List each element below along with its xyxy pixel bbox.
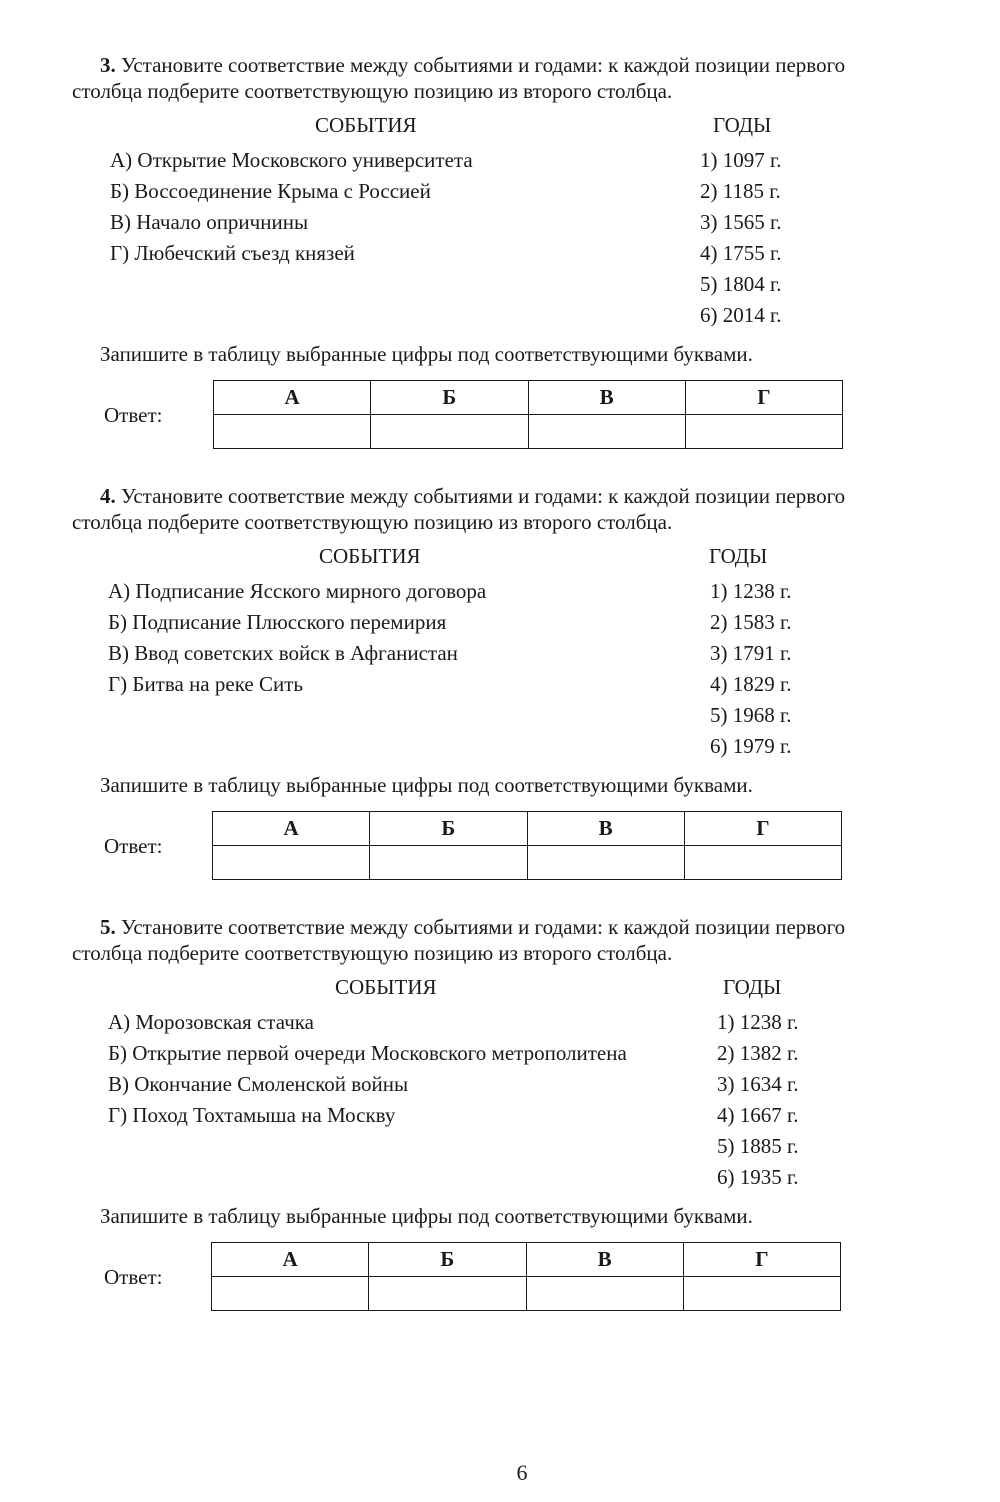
event-item: А) Подписание Ясского мирного договора xyxy=(108,579,487,603)
column-b-header: Б xyxy=(370,812,527,846)
column-v-header: В xyxy=(527,812,684,846)
task-number: 4. xyxy=(100,484,116,508)
event-item: В) Начало опричнины xyxy=(110,210,309,234)
column-a-header: А xyxy=(212,1243,369,1277)
event-item: А) Открытие Московского университета xyxy=(110,148,473,172)
event-item: Г) Битва на реке Сить xyxy=(108,672,303,696)
answer-cell-b[interactable] xyxy=(370,846,527,880)
column-g-header: Г xyxy=(685,381,842,415)
answer-header-row xyxy=(213,812,842,846)
year-item: 4) 1755 г. xyxy=(700,241,782,265)
answer-header-row xyxy=(212,1243,841,1277)
task-intro xyxy=(100,486,845,507)
year-item: 6) 1979 г. xyxy=(710,734,792,758)
answer-cell-g[interactable] xyxy=(685,415,842,449)
answer-input-row xyxy=(212,1277,841,1311)
answer-header-row xyxy=(214,381,843,415)
column-b-header: Б xyxy=(371,381,528,415)
event-item: В) Ввод советских войск в Афганистан xyxy=(108,641,458,665)
years-header: ГОДЫ xyxy=(713,113,772,137)
answer-cell-b[interactable] xyxy=(369,1277,526,1311)
page-number: 6 xyxy=(516,1460,528,1485)
instruction: Запишите в таблицу выбранные цифры под соответствующими буквами. xyxy=(100,773,753,797)
year-item: 2) 1185 г. xyxy=(700,179,781,203)
event-item: Б) Воссоединение Крыма с Россией xyxy=(110,179,431,203)
task-intro-line-1: Установите соответствие между событиями и годами: к каждой позиции первого xyxy=(121,53,846,77)
year-item: 3) 1791 г. xyxy=(710,641,792,665)
year-item: 1) 1097 г. xyxy=(700,148,782,172)
event-item: Б) Открытие первой очереди Московского метрополитена xyxy=(108,1041,627,1065)
answer-input-row xyxy=(214,415,843,449)
year-item: 3) 1565 г. xyxy=(700,210,782,234)
answer-cell-v[interactable] xyxy=(526,1277,683,1311)
column-a-header: А xyxy=(213,812,370,846)
year-item: 5) 1885 г. xyxy=(717,1134,799,1158)
task-intro xyxy=(100,55,845,76)
column-v-header: В xyxy=(526,1243,683,1277)
answer-cell-a[interactable] xyxy=(213,846,370,880)
instruction: Запишите в таблицу выбранные цифры под соответствующими буквами. xyxy=(100,1204,753,1228)
years-header: ГОДЫ xyxy=(723,975,782,999)
answer-cell-a[interactable] xyxy=(212,1277,369,1311)
answer-cell-v[interactable] xyxy=(527,846,684,880)
task-number: 5. xyxy=(100,915,116,939)
year-item: 3) 1634 г. xyxy=(717,1072,799,1096)
answer-label: Ответ: xyxy=(104,403,163,427)
column-b-header: Б xyxy=(369,1243,526,1277)
answer-table xyxy=(212,811,842,880)
task-intro-line-2: столбца подберите соответствующую позицию из второго столбца. xyxy=(72,941,673,965)
event-item: Г) Любечский съезд князей xyxy=(110,241,355,265)
task-intro-line-2: столбца подберите соответствующую позицию из второго столбца. xyxy=(72,510,673,534)
event-item: Б) Подписание Плюсского перемирия xyxy=(108,610,447,634)
year-item: 6) 1935 г. xyxy=(717,1165,799,1189)
events-header: СОБЫТИЯ xyxy=(335,975,437,999)
task-intro xyxy=(100,917,845,938)
task-intro-line-1: Установите соответствие между событиями и годами: к каждой позиции первого xyxy=(121,484,846,508)
answer-cell-g[interactable] xyxy=(684,846,841,880)
column-v-header: В xyxy=(528,381,685,415)
column-g-header: Г xyxy=(683,1243,840,1277)
events-header: СОБЫТИЯ xyxy=(319,544,421,568)
events-header: СОБЫТИЯ xyxy=(315,113,417,137)
task-number: 3. xyxy=(100,53,116,77)
answer-table xyxy=(211,1242,841,1311)
years-header: ГОДЫ xyxy=(709,544,768,568)
year-item: 6) 2014 г. xyxy=(700,303,782,327)
year-item: 2) 1583 г. xyxy=(710,610,792,634)
answer-cell-b[interactable] xyxy=(371,415,528,449)
answer-table xyxy=(213,380,843,449)
year-item: 5) 1804 г. xyxy=(700,272,782,296)
column-a-header: А xyxy=(214,381,371,415)
answer-label: Ответ: xyxy=(104,1265,163,1289)
year-item: 1) 1238 г. xyxy=(717,1010,799,1034)
instruction: Запишите в таблицу выбранные цифры под соответствующими буквами. xyxy=(100,342,753,366)
year-item: 1) 1238 г. xyxy=(710,579,792,603)
answer-cell-v[interactable] xyxy=(528,415,685,449)
task-intro-line-1: Установите соответствие между событиями и годами: к каждой позиции первого xyxy=(121,915,846,939)
task-intro-line-2: столбца подберите соответствующую позицию из второго столбца. xyxy=(72,79,673,103)
year-item: 4) 1829 г. xyxy=(710,672,792,696)
answer-cell-a[interactable] xyxy=(214,415,371,449)
answer-cell-g[interactable] xyxy=(683,1277,840,1311)
year-item: 2) 1382 г. xyxy=(717,1041,799,1065)
event-item: А) Морозовская стачка xyxy=(108,1010,314,1034)
event-item: В) Окончание Смоленской войны xyxy=(108,1072,409,1096)
column-g-header: Г xyxy=(684,812,841,846)
year-item: 4) 1667 г. xyxy=(717,1103,799,1127)
year-item: 5) 1968 г. xyxy=(710,703,792,727)
event-item: Г) Поход Тохтамыша на Москву xyxy=(108,1103,396,1127)
answer-label: Ответ: xyxy=(104,834,163,858)
answer-input-row xyxy=(213,846,842,880)
